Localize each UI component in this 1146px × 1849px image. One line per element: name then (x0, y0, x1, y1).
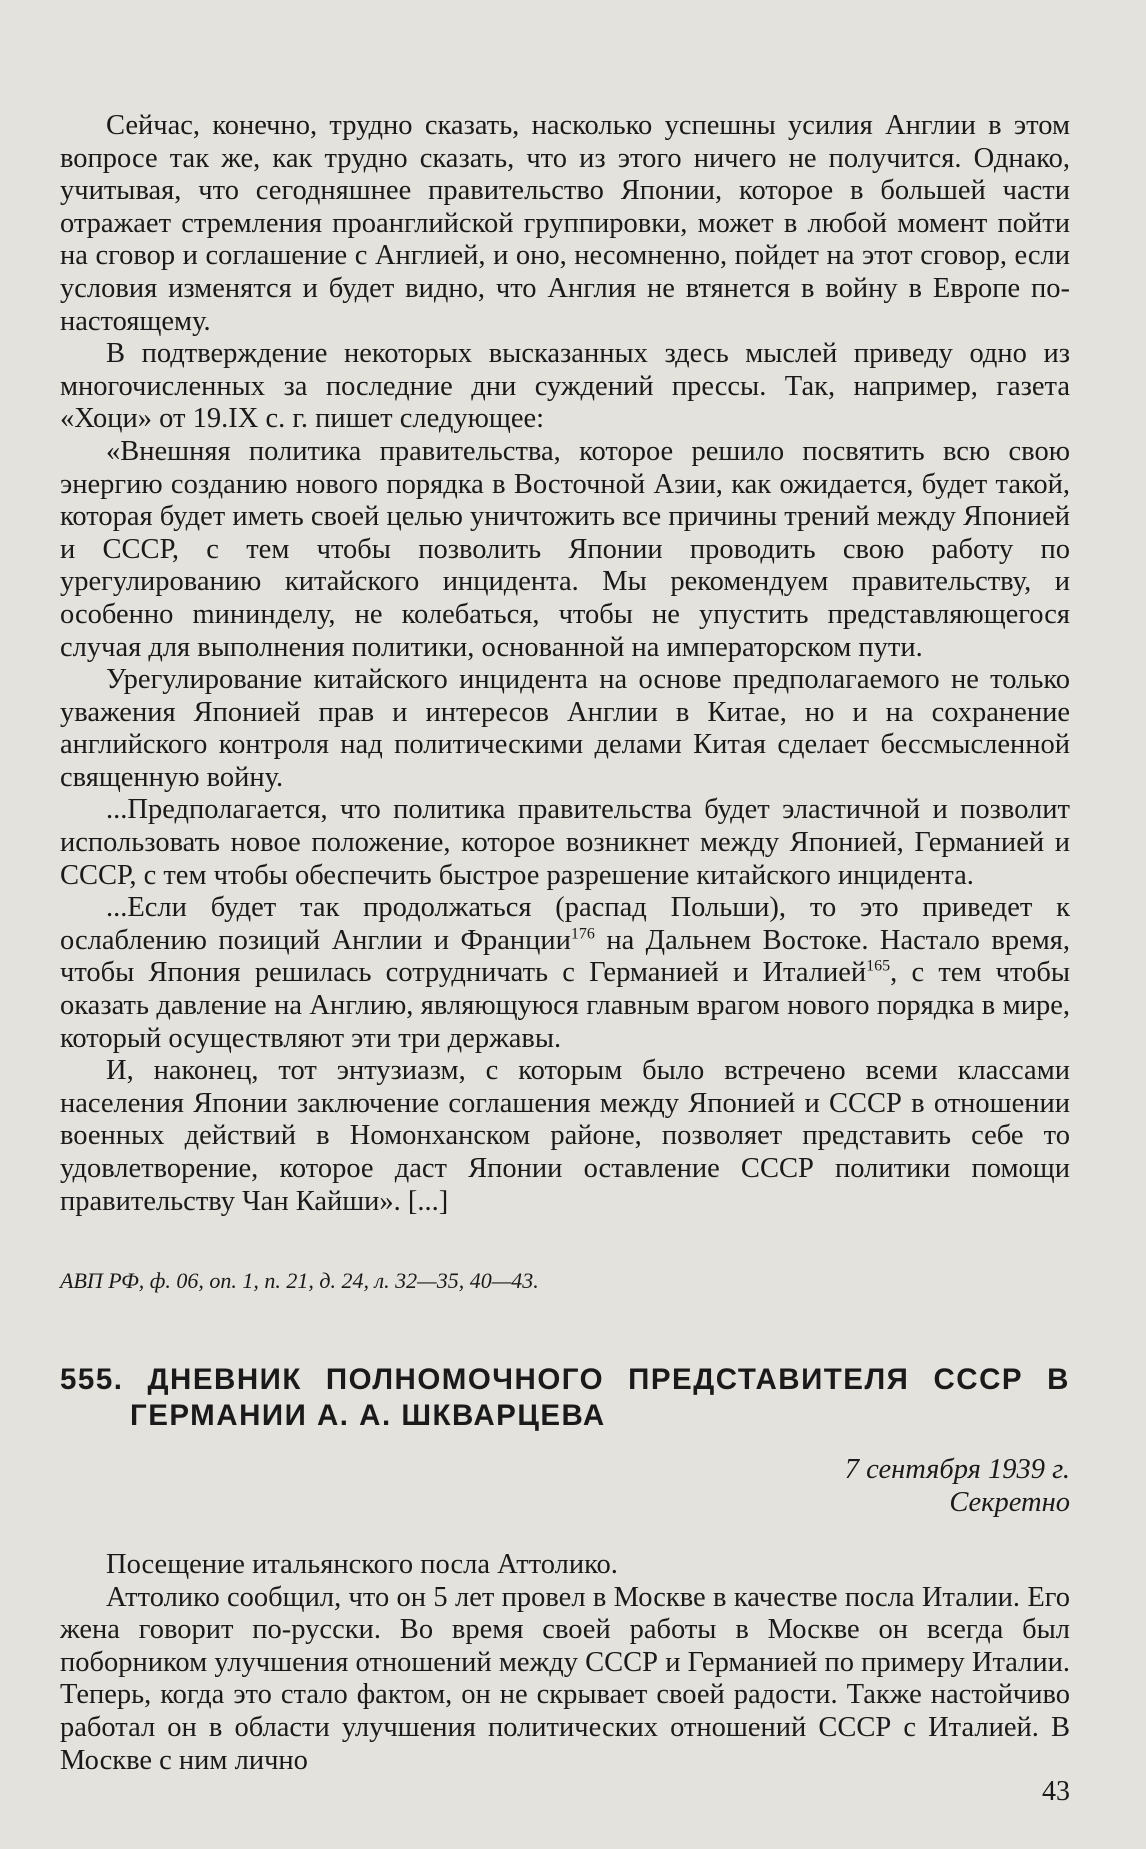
paragraph-9: Аттолико сообщил, что он 5 лет провел в Москве в качестве посла Италии. Его жена говорит по-русски. Во время своей работы в Москве он всегда был поборником улучшения отношений между СССР и Германией по примеру Италии. Теперь, когда это стало фактом, он не скрывает своей радости. Также настойчиво работал он в области улучшения политических отношений СССР с Италией. В Москве с ним лично (60, 1581, 1070, 1776)
document-date: 7 сентября 1939 г. (844, 1454, 1070, 1485)
paragraph-5: ...Предполагается, что политика правительства будет эластичной и позволит использовать новое положение, которое возникнет между Японией, Германией и СССР, с тем чтобы обеспечить быстрое разрешение китайского инцидента. (60, 794, 1070, 891)
heading-line-1 (60, 1362, 1070, 1398)
heading-word-4: СССР (933, 1363, 1024, 1396)
paragraph-6-part-2: на Дальнем Востоке. Настало время, чтобы Япония решилась сотрудничать с Германией и Италией (60, 924, 1070, 989)
heading-word-3: ПРЕДСТАВИТЕЛЯ (628, 1363, 910, 1396)
footnote-ref-165: 165 (866, 957, 891, 975)
paragraph-7: И, наконец, тот энтузиазм, с которым было встречено всеми классами населения Японии заключение соглашения между Японией и СССР в отношении военных действий в Номонханском районе, позволяет представить себе то удовлетворение, которое даст Японии оставление СССР политики помощи правительству Чан Кайши». [...] (60, 1055, 1070, 1217)
paragraph-8: Посещение итальянского посла Аттолико. (106, 1549, 618, 1580)
classification-label: Секретно (949, 1487, 1070, 1518)
document-number: 555. (60, 1363, 124, 1396)
paragraph-6 (60, 892, 1070, 1055)
heading-line-2: ГЕРМАНИИ А. А. ШКВАРЦЕВА (130, 1399, 606, 1432)
footnote-ref-176: 176 (570, 925, 595, 943)
body-text-bottom (60, 1549, 1070, 1777)
paragraph-4: Урегулирование китайского инцидента на основе предполагаемого не только уважения Японией прав и интересов Англии в Китае, но и на сохранение английского контроля над политическими делами Китая сделает бессмысленной священную войну. (60, 664, 1070, 793)
body-text-top (60, 110, 1070, 1218)
paragraph-1: Сейчас, конечно, трудно сказать, насколько успешны усилия Англии в этом вопросе так же, как трудно сказать, что из этого ничего не получится. Однако, учитывая, что сегодняшнее правительство Японии, которое в большей части отражает стремления проанглийской группировки, может в любой момент пойти на сговор и соглашение с Англией, и оно, несомненно, пойдет на этот сговор, если условия изменятся и будет видно, что Англия не втянется в войну в Европе по-настоящему. (60, 110, 1070, 337)
document-meta (845, 1453, 1070, 1519)
heading-word-5: В (1047, 1363, 1070, 1396)
paragraph-2: В подтверждение некоторых высказанных здесь мыслей приведу одно из многочисленных за последние дни суждений прессы. Так, например, газета «Хоци» от 19.IX с. г. пишет следующее: (60, 338, 1070, 435)
paragraph-3: «Внешняя политика правительства, которое решило посвятить всю свою энергию созданию нового порядка в Восточной Азии, как ожидается, будет такой, которая будет иметь своей целью уничтожить все причины трений между Японией и СССР, с тем чтобы позволить Японии проводить свою работу по урегулированию китайского инцидента. Мы рекомендуем правительству, и особенно mининделу, не колебаться, чтобы не упустить представляющегося случая для выполнения политики, основанной на императорском пути. (60, 435, 1070, 663)
archive-source: АВП РФ, ф. 06, оп. 1, п. 21, д. 24, л. 32—35, 40—43. (60, 1268, 539, 1293)
page-number: 43 (1042, 1776, 1070, 1807)
paragraph-6-part-1: ...Если будет так продолжаться (распад Польши), то это приведет к ослаблению позиций Англии и Франции (60, 892, 1070, 956)
paragraph-6-part-3: , с тем чтобы оказать давление на Англию, являющуюся главным врагом нового порядка в мире, который осуществляют эти три державы. (60, 957, 1070, 1054)
document-heading (60, 1362, 1070, 1434)
heading-word-1: ДНЕВНИК (147, 1363, 302, 1396)
heading-word-2: ПОЛНОМОЧНОГО (325, 1363, 605, 1396)
